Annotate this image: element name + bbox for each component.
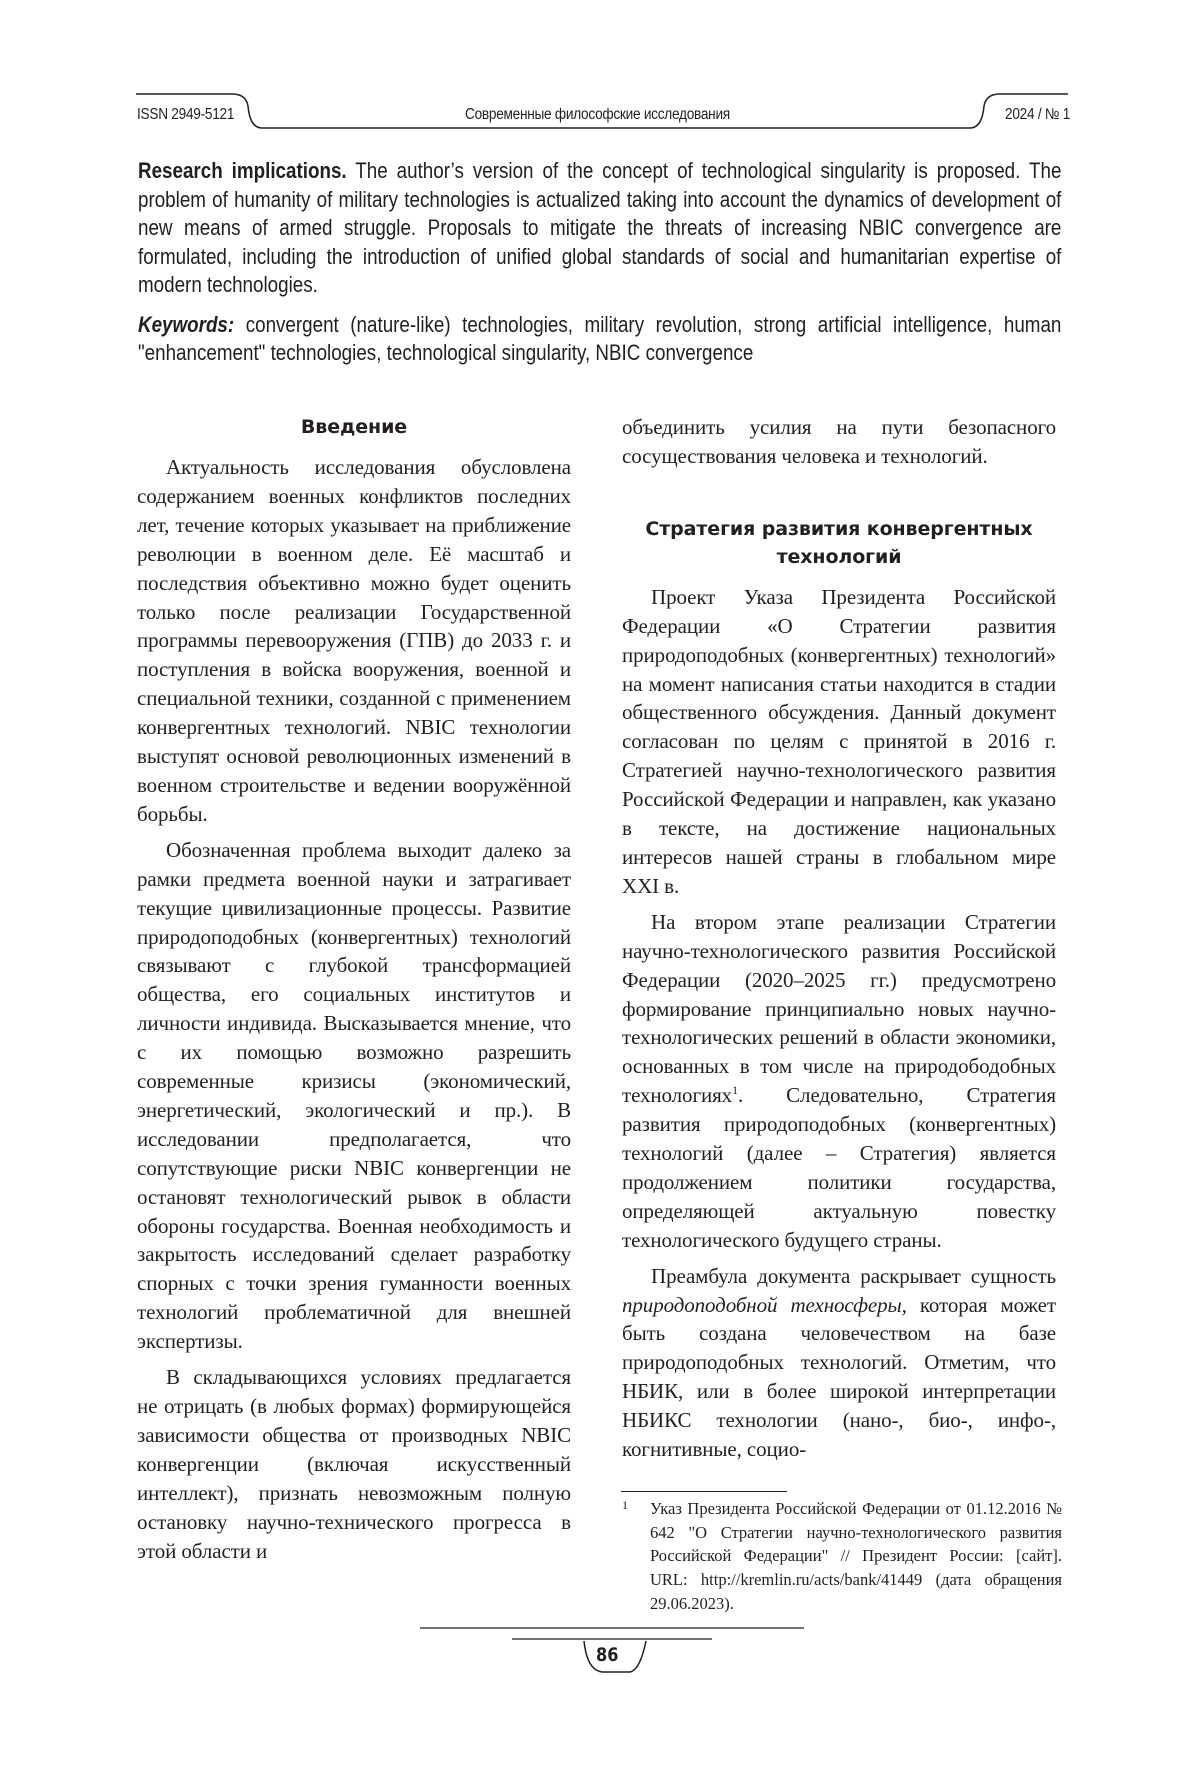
footnote [622,1497,1062,1616]
section-heading-intro: Введение [300,416,408,438]
paragraph: Обозначенная проблема выходит далеко за рамки предмета военной науки и затрагивает текущие цивилизационные процессы. Развитие природоподобных (конвергентных) технологий связывают с глубокой трансформацией общества, его социальных институтов и личности индивида. Высказывается мнение, что с их помощью возможно разрешить современные кризисы (экономический, энергетический, экологический и пр.). В исследовании предполагается, что сопутствующие риски NBIC конвергенции не остановят технологический рывок в области обороны государства. Военная необходимость и закрытость исследований сделает разработку спорных с точки зрения гуманности военных технологий проблематичной для внешней экспертизы. [137,837,571,1354]
issn-label: ISSN 2949-5121 [137,106,235,123]
research-implications [138,157,1061,300]
paragraph [622,1262,1056,1464]
paragraph: Актуальность исследования обусловлена содержанием военных конфликтов последних лет, течение которых указывает на приближение революции в военном деле. Её масштаб и последствия объективно можно будет оценить только после реализации Государственной программы перевооружения (ГПВ) до 2033 г. и поступления в войска вооружения, военной и специальной техники, созданной с применением конвергентных технологий. NBIC технологии выступят основой революционных изменений в военном строительстве и ведении вооружённой борьбы. [137,455,571,826]
paragraph [622,908,1056,1255]
keywords-text: convergent (nature-like) technologies, military revolution, strong artificial intelligence, human "enhancement" technologies, technological singularity, NBIC convergence [138,311,1062,365]
section-heading-strategy: Стратегия развития конвергентных технологий [645,517,1033,568]
issue-label: 2024 / № 1 [1005,106,1071,123]
keywords-label: Keywords: [138,311,235,337]
footnote-number: 1 [622,1498,628,1512]
italic-term: природоподобной техносферы, [622,1292,907,1317]
paragraph: Проект Указа Президента Российской Федерации «О Стратегии развития природоподобных (конвергентных) технологий» на момент написания статьи находится в стадии общественного обсуждения. Данный документ согласован по целям с принятой в 2016 г. Стратегией научно-технологического развития Российской Федерации и направлен, как указано в тексте, на достижение национальных интересов нашей страны в глобальном мире XXI в. [622,584,1056,898]
paragraph-text: . Следовательно, Стратегия развития природоподобных (конвергентных) технологий (далее – Стратегия) является продолжением политики государства, определяющей актуальную повестку технологического будущего страны. [622,1083,1056,1252]
right-column [622,413,1056,1471]
page-number: 86 [596,1644,619,1666]
paragraph-text: На втором этапе реализации Стратегии научно-технологического развития Российской Федерации (2020–2025 гг.) предусмотрено формирование принципиально новых научно-технологических решений в области экономики, основанных в том числе на природободобных технологиях [622,909,1056,1108]
journal-title: Современные философские исследования [465,106,730,123]
footnote-divider [621,1491,787,1492]
implications-text: The author’s version of the concept of technological singularity is proposed. The problem of humanity of military technologies is actualized taking into account the dynamics of development of new means of armed struggle. Proposals to mitigate the threats of increasing NBIC convergence are formulated, including the introduction of unified global standards of social and humanitarian expertise of modern technologies. [138,158,1062,297]
paragraph-text: которая может быть создана человечеством на базе природоподобных технологий. Отметим, что НБИК, или в более широкой интерпретации НБИКС технологии (нано-, био-, инфо-, когнитивные, социо- [622,1292,1056,1462]
left-column [137,413,571,1572]
keywords [138,311,1061,368]
footnote-text: Указ Президента Российской Федерации от 01.12.2016 № 642 "О Стратегии научно-технологического развития Российской Федерации" // Президент России: [сайт]. URL: http://kremlin.ru/acts/bank/41449 (дата обращения 29.06.2023). [650,1499,1062,1613]
implications-label: Research implications. [138,158,347,183]
paragraph-text: Преамбула документа раскрывает сущность [651,1263,1056,1288]
footnote-ref: 1 [732,1083,738,1098]
english-abstract [138,157,1061,368]
paragraph-continued: объединить усилия на пути безопасного сосуществования человека и технологий. [622,415,1056,468]
paragraph: В складывающихся условиях предлагается не отрицать (в любых формах) формирующейся зависимости общества от производных NBIC конвергенции (включая искусственный интеллект), признать невозможным полную остановку научно-технического прогресса в этой области и [137,1365,571,1563]
